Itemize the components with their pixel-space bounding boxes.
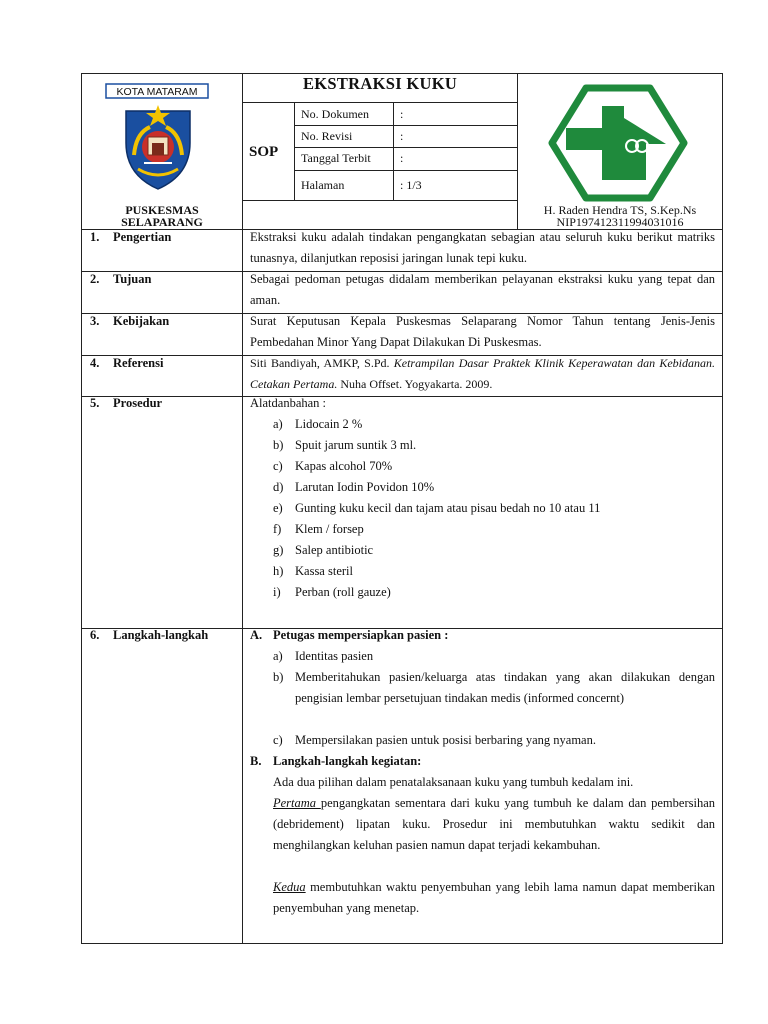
part-b-mark: B.	[250, 754, 262, 768]
referensi-publisher: Nuha Offset. Yogyakarta. 2009.	[337, 377, 493, 391]
meta-label-revisi: No. Revisi	[301, 129, 353, 143]
part-b-first-text: pengangkatan sementara dari kuku yang tumbuh ke dalam dan pembersihan (debridement) lipatan kuku. Prosedur ini membutuhkan waktu sedikit dan menghilangkan keluhan pasien namun dapat terjadi kekambuhan.	[273, 796, 715, 852]
list-item: Memberitahukan pasien/keluarga atas tindakan yang akan dilakukan dengan pengisian lembar persetujuan tindakan medis (informed concernt)	[295, 670, 715, 705]
section-number: 3.	[90, 314, 100, 328]
tujuan-text: Sebagai pedoman petugas didalam memberikan pelayanan ekstraksi kuku yang tepat dan aman.	[250, 272, 715, 307]
frame-bottom	[81, 943, 723, 944]
section-label-prosedur: Prosedur	[113, 396, 163, 410]
list-item-mark: a)	[273, 417, 283, 431]
meta-line-3	[294, 170, 518, 171]
list-item: Lidocain 2 %	[295, 417, 363, 431]
logo-left-label: KOTA MATARAM	[116, 86, 198, 98]
list-item-mark: b)	[273, 438, 284, 452]
meta-label-tanggal: Tanggal Terbit	[301, 151, 371, 165]
part-a-mark: A.	[250, 628, 263, 642]
kota-mataram-logo	[104, 83, 212, 193]
signer-nip: NIP197412311994031016	[556, 215, 684, 229]
page-title: EKSTRAKSI KUKU	[302, 74, 458, 93]
part-b-second-label: Kedua	[273, 880, 306, 894]
list-item-mark: i)	[273, 585, 281, 599]
list-item: Kassa steril	[295, 564, 353, 578]
list-item: Identitas pasien	[295, 649, 374, 663]
section-label-pengertian: Pengertian	[113, 230, 172, 244]
col-divider	[242, 73, 243, 944]
list-item: Salep antibiotic	[295, 543, 374, 557]
meta-value-dokumen: :	[400, 107, 404, 121]
org-name-line2: SELAPARANG	[121, 215, 203, 229]
meta-line-2	[294, 147, 518, 148]
part-b-intro: Ada dua pilihan dalam penatalaksanaan kuku yang tumbuh kedalam ini.	[273, 775, 634, 789]
frame-right	[722, 73, 723, 944]
list-item: Kapas alcohol 70%	[295, 459, 393, 473]
list-item: Larutan Iodin Povidon 10%	[295, 480, 435, 494]
meta-bottom	[242, 200, 518, 201]
list-item-mark: d)	[273, 480, 284, 494]
sop-label: SOP	[249, 144, 279, 160]
list-item-mark: c)	[273, 733, 283, 747]
pengertian-text: Ekstraksi kuku adalah tindakan pengangkatan sebagian atau seluruh kuku berikut matriks tunasnya, dilanjutkan reposisi jaringan lunak tepi kuku.	[250, 230, 715, 265]
section-number: 2.	[90, 272, 100, 286]
meta-value-halaman: : 1/3	[400, 178, 422, 192]
meta-label-dokumen: No. Dokumen	[301, 107, 369, 121]
row-sep-4	[81, 396, 723, 397]
list-item-mark: c)	[273, 459, 283, 473]
list-item-mark: h)	[273, 564, 284, 578]
section-number: 1.	[90, 230, 100, 244]
sop-divider	[294, 102, 295, 200]
part-b-first-label: Pertama	[273, 796, 321, 810]
meta-line-1	[294, 125, 518, 126]
list-item: Spuit jarum suntik 3 ml.	[295, 438, 417, 452]
section-label-kebijakan: Kebijakan	[113, 314, 170, 328]
puskesmas-logo	[546, 84, 690, 202]
prosedur-intro: Alatdanbahan :	[250, 396, 327, 410]
list-item-mark: f)	[273, 522, 282, 536]
list-item: Perban (roll gauze)	[295, 585, 391, 599]
list-item-mark: a)	[273, 649, 283, 663]
section-number: 4.	[90, 356, 100, 370]
list-item: Gunting kuku kecil dan tajam atau pisau bedah no 10 atau 11	[295, 501, 601, 515]
meta-label-halaman: Halaman	[301, 178, 345, 192]
referensi-book: Ketrampilan Dasar Praktek Klinik Keperawatan dan Kebidanan. Cetakan Pertama.	[250, 356, 715, 391]
part-b-second-text: membutuhkan waktu penyembuhan yang lebih lama namun dapat memberikan penyembuhan yang menetap.	[273, 880, 715, 915]
part-a-title: Petugas mempersiapkan pasien :	[273, 628, 449, 642]
meta-divider	[393, 102, 394, 200]
part-b-first	[273, 793, 715, 856]
meta-value-revisi: :	[400, 129, 404, 143]
kebijakan-text: Surat Keputusan Kepala Puskesmas Selaparang Nomor Tahun tentang Jenis-Jenis Pembedahan Minor Yang Dapat Dilakukan Di Puskesmas.	[250, 314, 715, 349]
section-number: 6.	[90, 628, 100, 642]
title-bottom	[242, 102, 518, 103]
list-item: Mempersilakan pasien untuk posisi berbaring yang nyaman.	[295, 733, 596, 747]
section-number: 5.	[90, 396, 100, 410]
signer-name: H. Raden Hendra TS, S.Kep.Ns	[543, 203, 697, 217]
list-item-mark: e)	[273, 501, 283, 515]
list-item-mark: g)	[273, 543, 284, 557]
referensi-text	[250, 353, 715, 395]
section-label-referensi: Referensi	[113, 356, 164, 370]
part-b-title: Langkah-langkah kegiatan:	[273, 754, 422, 768]
list-item: Klem / forsep	[295, 522, 364, 536]
org-name-line1: PUSKESMAS	[125, 203, 199, 217]
part-b-second	[273, 877, 715, 919]
meta-value-tanggal: :	[400, 151, 404, 165]
list-item-mark: b)	[273, 670, 284, 684]
section-label-langkah: Langkah-langkah	[113, 628, 209, 642]
section-label-tujuan: Tujuan	[113, 272, 152, 286]
referensi-author: Siti Bandiyah, AMKP, S.Pd.	[250, 356, 394, 370]
